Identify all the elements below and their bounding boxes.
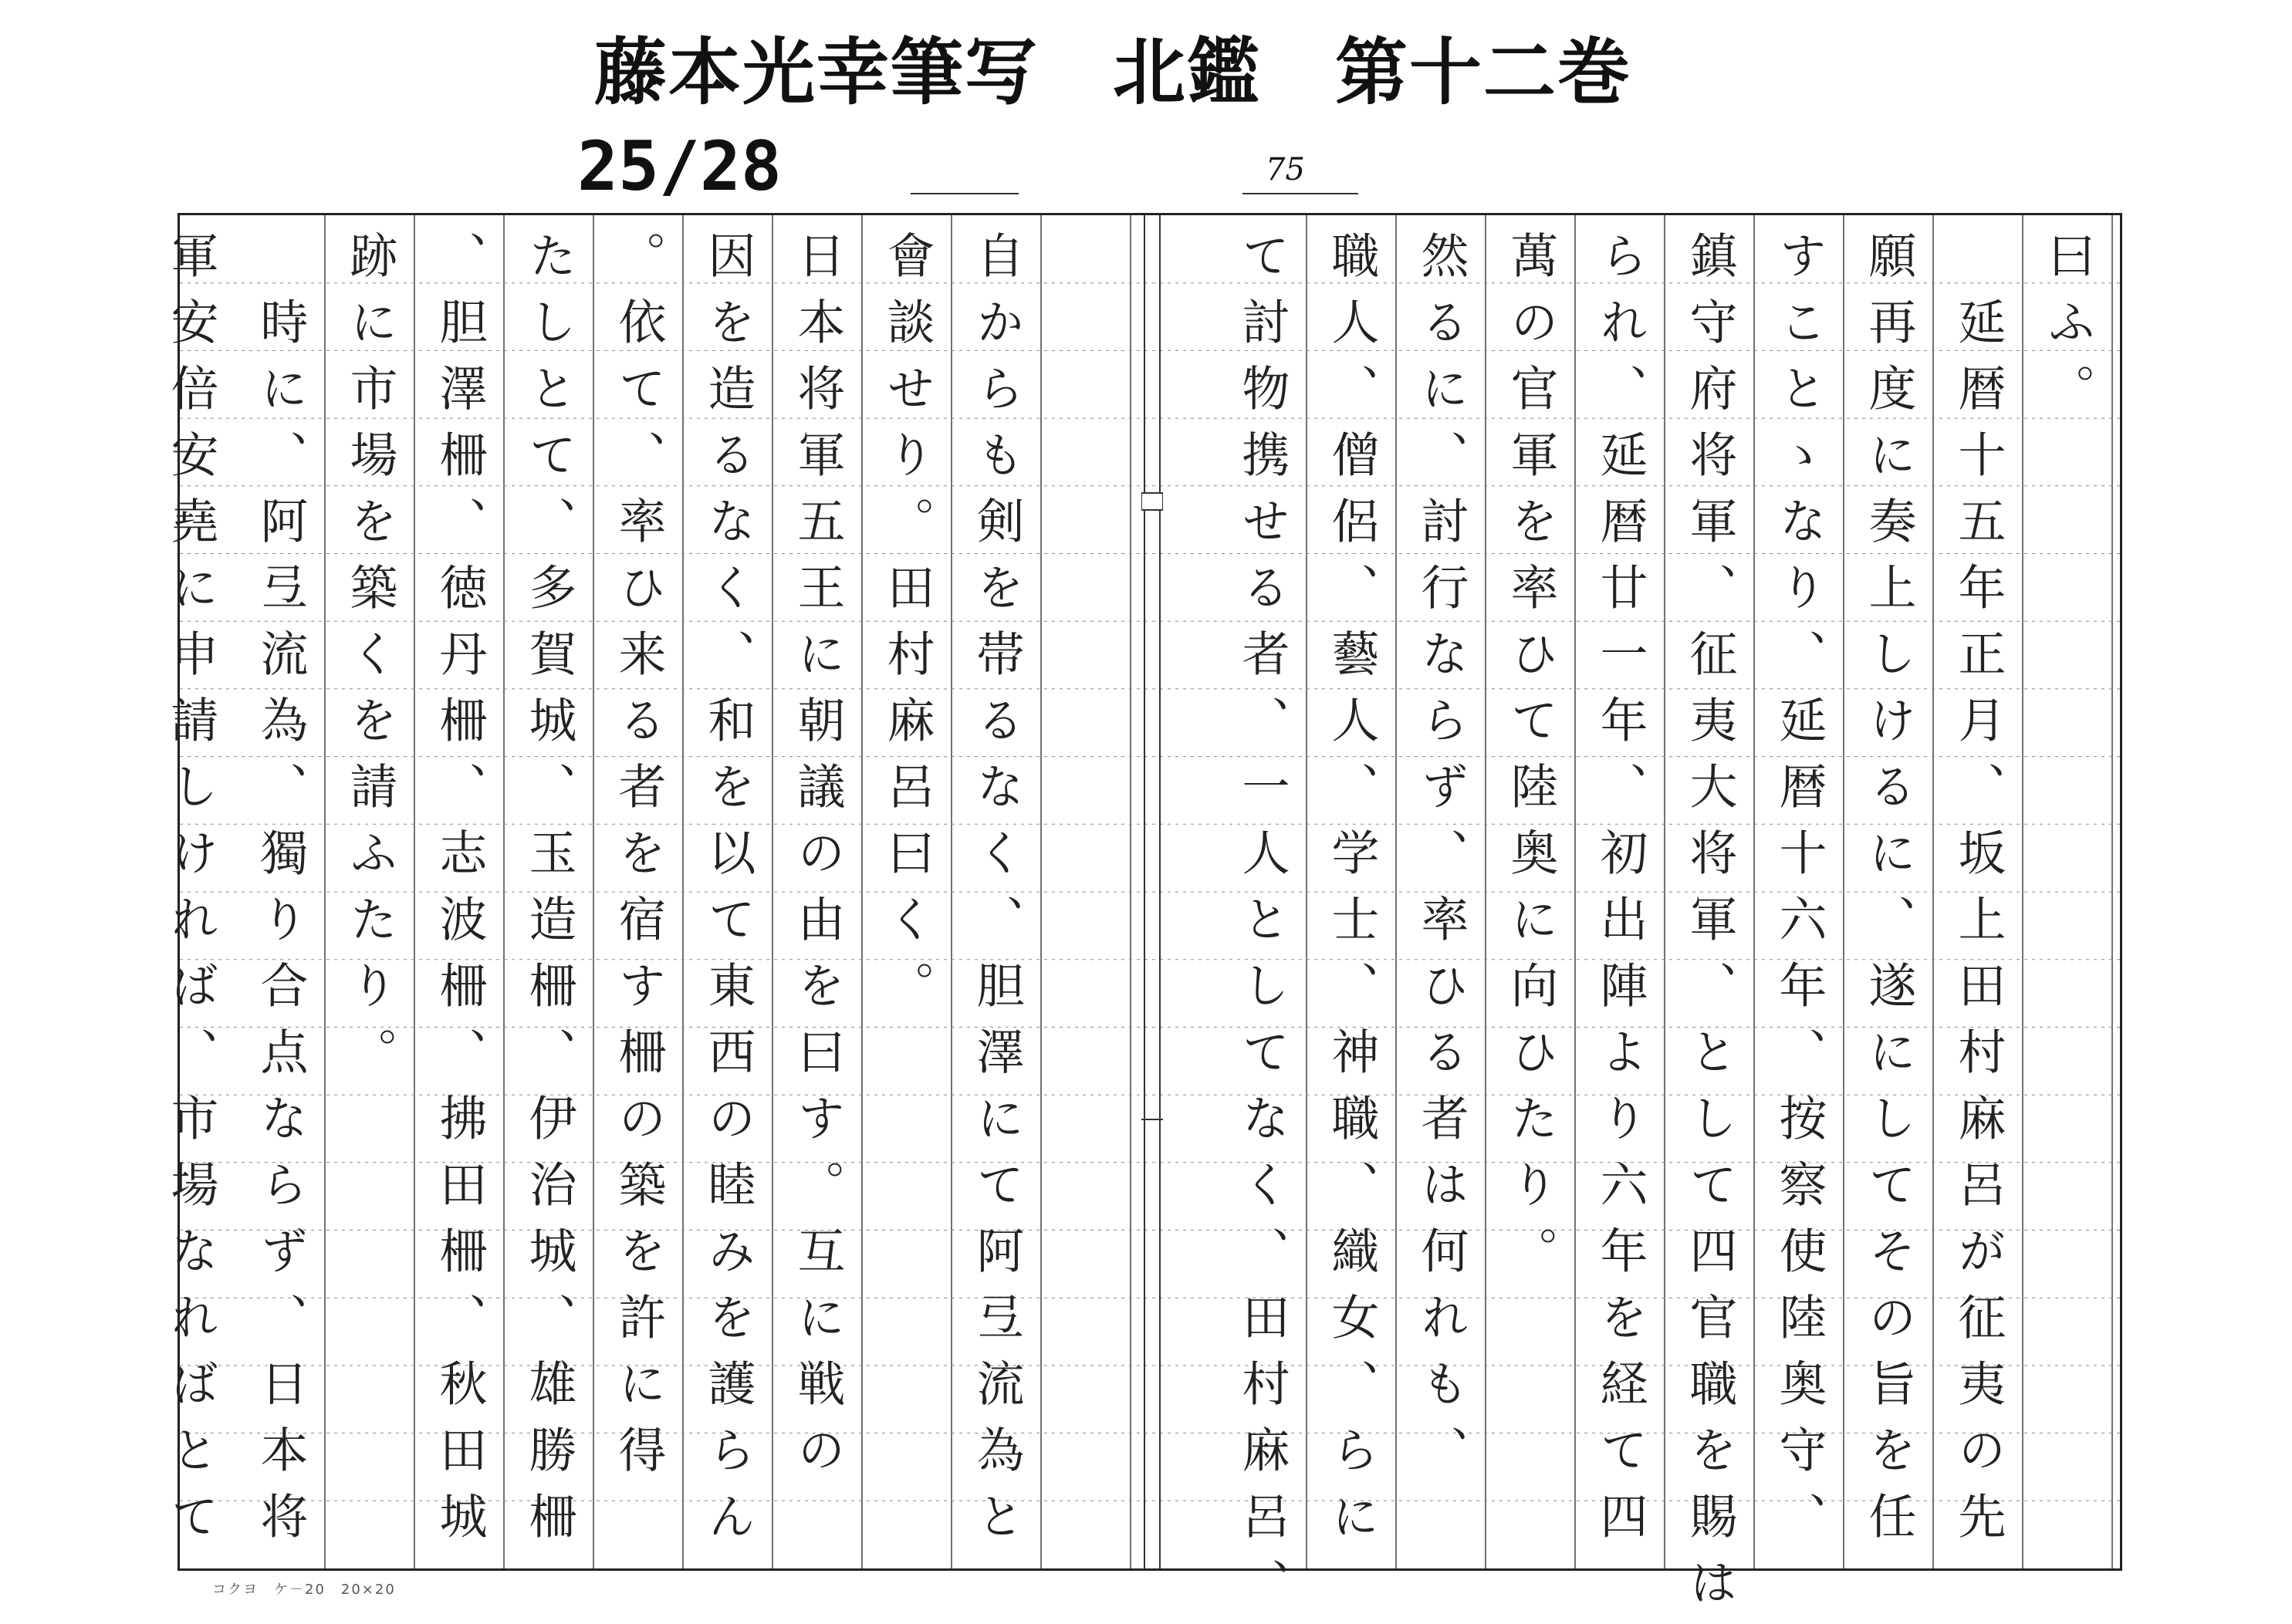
manuscript-column: られ、延暦廿一年、初出陣より六年を経て四 [1592,231,1648,1558]
manuscript-column: 。依て、率ひ来る者を宿す柵の築を許に得 [610,231,667,1491]
manuscript-column: 職人、僧侶、藝人、学士、神職、織女、らに [1323,231,1380,1558]
manuscript-column: 軍安倍安堯に申請しければ、市場なればとて [163,231,219,1558]
manuscript-column: 延暦十五年正月、坂上田村麻呂が征夷の先 [1950,231,2006,1558]
gutter-lines [1141,215,1163,1568]
manuscript-column: 日本将軍五王に朝議の由を曰す。互に戦の [789,231,846,1491]
page-number: 75 [1266,152,1305,187]
manuscript-column: 自からも剣を帯るなく、胆澤にて阿弖流為と [969,231,1025,1558]
manuscript-column: 鎮守府将軍、征夷大将軍、として四官職を賜は [1682,231,1738,1624]
paper-label: コクヨ ケ－20 20×20 [212,1582,396,1598]
gutter-mark [1141,493,1163,510]
manuscript-column: 因を造るなく、和を以て東西の睦みを護らん [700,231,756,1558]
manuscript-column: たしとて、多賀城、玉造柵、伊治城、雄勝柵 [521,231,577,1558]
manuscript-column: 願再度に奏上しけるに、遂にしてその旨を任 [1861,231,1917,1558]
center-gutter [1141,215,1163,1568]
manuscript-column: て討物携せる者、一人としてなく、田村麻呂、 [1234,231,1290,1624]
manuscript-column: 萬の官軍を率ひて陸奥に向ひたり。 [1503,231,1559,1292]
page-counter: 25/28 [577,127,782,206]
manuscript-column: 然るに、討行ならず、率ひる者は何れも、 [1413,231,1469,1491]
manuscript-column: 曰ふ。 [2040,231,2096,430]
manuscript-column: 跡に市場を築くを請ふたり。 [342,231,398,1093]
manuscript-column: 時に、阿弖流為、獨り合点ならず、日本将 [252,231,309,1558]
manuscript-column: 、胆澤柵、徳丹柵、志波柵、拂田柵、秋田城 [431,231,488,1558]
manuscript-column: 會談せり。田村麻呂曰く。 [879,231,935,1027]
manuscript-column: すことゝなり、延暦十六年、按察使陸奥守、 [1771,231,1827,1558]
page-number-line [911,193,1019,194]
document-title: 藤本光幸筆写 北鑑 第十二巻 [594,31,1632,115]
page-number-line [1242,193,1358,194]
